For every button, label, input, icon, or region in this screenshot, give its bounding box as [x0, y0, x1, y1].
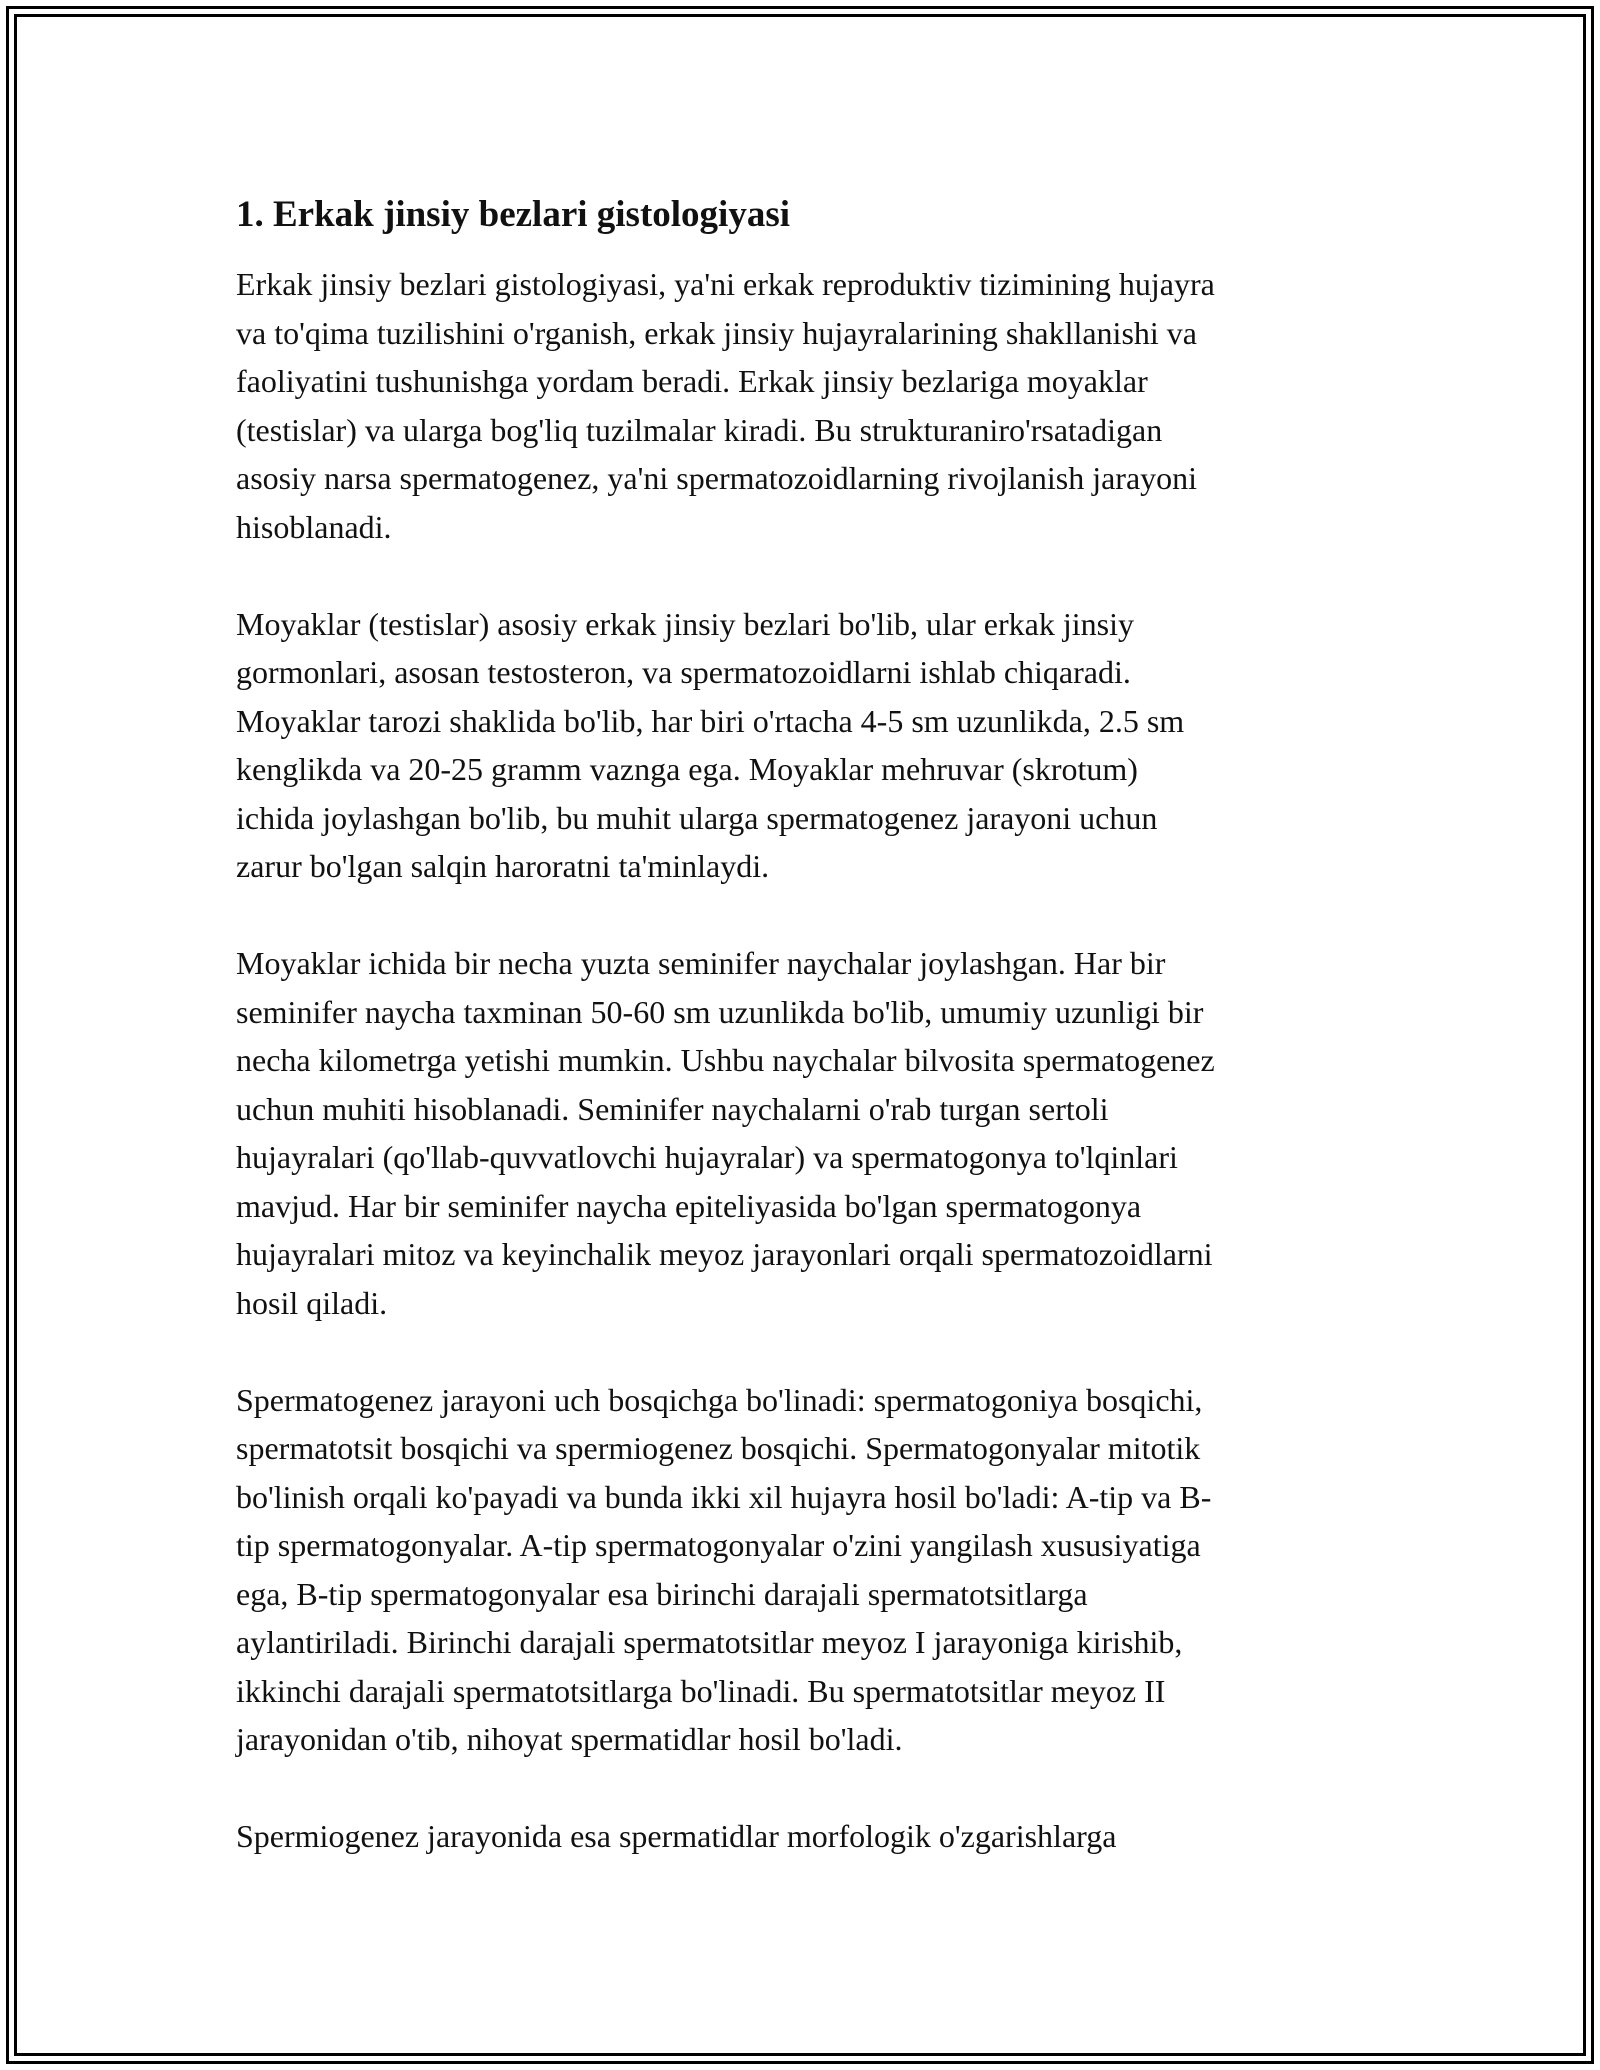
- paragraph-line: uchun muhiti hisoblanadi. Seminifer naychalarni o'rab turgan sertoli: [236, 1090, 1109, 1127]
- paragraph-2: [236, 600, 1366, 891]
- paragraph-line: aylantiriladi. Birinchi darajali spermatotsitlar meyoz I jarayoniga kirishib,: [236, 1624, 1183, 1660]
- paragraph-line: gormonlari, asosan testosteron, va spermatozoidlarni ishlab chiqaradi.: [236, 654, 1131, 690]
- paragraph-line: Moyaklar ichida bir necha yuzta seminifer naychalar joylashgan. Har bir: [236, 945, 1166, 981]
- paragraph-line: (testislar) va ularga bog'liq tuzilmalar kiradi. Bu strukturaniro'rsatadigan: [236, 411, 1163, 448]
- paragraph-line: Erkak jinsiy bezlari gistologiyasi, ya'ni erkak reproduktiv tizimining hujayra: [236, 266, 1215, 302]
- paragraph-line: kenglikda va 20-25 gramm vaznga ega. Moyaklar mehruvar (skrotum): [236, 751, 1138, 787]
- paragraph-line: va to'qima tuzilishini o'rganish, erkak jinsiy hujayralarining shakllanishi va: [236, 314, 1197, 351]
- paragraph-line: hujayralari (qo'llab-quvvatlovchi hujayralar) va spermatogonya to'lqinlari: [236, 1139, 1178, 1175]
- paragraph-line: hujayralari mitoz va keyinchalik meyoz jarayonlari orqali spermatozoidlarni: [236, 1236, 1213, 1272]
- paragraph-line: mavjud. Har bir seminifer naycha epiteliyasida bo'lgan spermatogonya: [236, 1187, 1142, 1224]
- paragraph-line: Spermatogenez jarayoni uch bosqichga bo'linadi: spermatogoniya bosqichi,: [236, 1381, 1203, 1418]
- paragraph-line: ikkinchi darajali spermatotsitlarga bo'linadi. Bu spermatotsitlar meyoz II: [236, 1672, 1166, 1709]
- paragraph-line: spermatotsit bosqichi va spermiogenez bosqichi. Spermatogonyalar mitotik: [236, 1430, 1201, 1466]
- paragraph-line: zarur bo'lgan salqin haroratni ta'minlaydi.: [236, 848, 770, 884]
- paragraph-line: Moyaklar (testislar) asosiy erkak jinsiy bezlari bo'lib, ular erkak jinsiy: [236, 605, 1134, 642]
- paragraph-line: bo'linish orqali ko'payadi va bunda ikki xil hujayra hosil bo'ladi: A-tip va B-: [236, 1478, 1212, 1515]
- paragraph-line: seminifer naycha taxminan 50-60 sm uzunlikda bo'lib, umumiy uzunligi bir: [236, 993, 1204, 1030]
- paragraph-line: hosil qiladi.: [236, 1284, 388, 1321]
- paragraph-4: [236, 1376, 1366, 1764]
- paragraph-line: ega, B-tip spermatogonyalar esa birinchi darajali spermatotsitlarga: [236, 1575, 1088, 1612]
- paragraph-3: [236, 939, 1366, 1327]
- paragraph-line: Moyaklar tarozi shaklida bo'lib, har biri o'rtacha 4-5 sm uzunlikda, 2.5 sm: [236, 702, 1185, 739]
- paragraph-line: hisoblanadi.: [236, 508, 392, 545]
- paragraph-1: [236, 260, 1366, 551]
- paragraph-list: [236, 260, 1366, 1861]
- document-body: [236, 190, 1366, 1909]
- paragraph-line: necha kilometrga yetishi mumkin. Ushbu naychalar bilvosita spermatogenez: [236, 1042, 1215, 1078]
- section-heading: 1. Erkak jinsiy bezlari gistologiyasi: [236, 194, 791, 235]
- paragraph-5: [236, 1812, 1366, 1861]
- paragraph-line: faoliyatini tushunishga yordam beradi. Erkak jinsiy bezlariga moyaklar: [236, 363, 1148, 399]
- paragraph-line: asosiy narsa spermatogenez, ya'ni spermatozoidlarning rivojlanish jarayoni: [236, 460, 1198, 496]
- paragraph-line: tip spermatogonyalar. A-tip spermatogonyalar o'zini yangilash xususiyatiga: [236, 1527, 1201, 1563]
- paragraph-line: Spermiogenez jarayonida esa spermatidlar morfologik o'zgarishlarga: [236, 1818, 1117, 1854]
- paragraph-line: jarayonidan o'tib, nihoyat spermatidlar hosil bo'ladi.: [236, 1721, 903, 1757]
- paragraph-line: ichida joylashgan bo'lib, bu muhit ularga spermatogenez jarayoni uchun: [236, 799, 1158, 836]
